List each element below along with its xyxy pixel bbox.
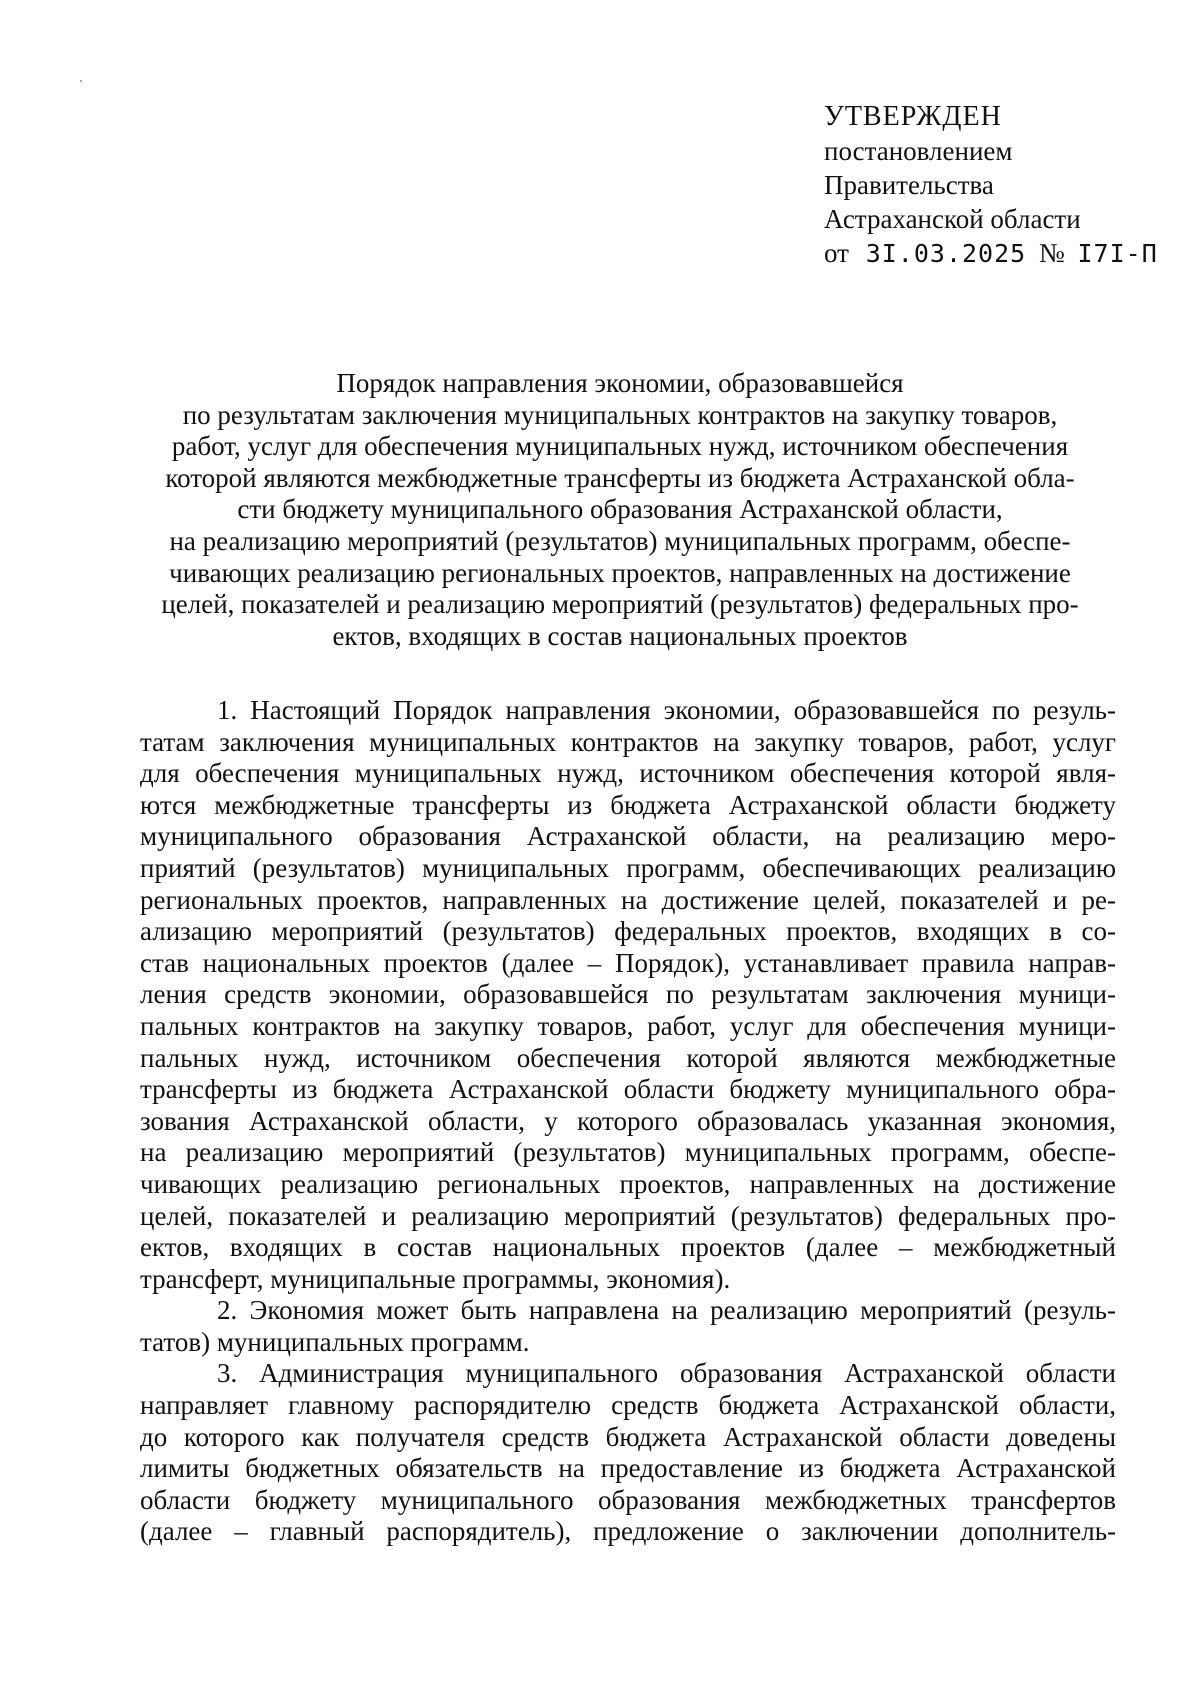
approval-date: 3I.03.2025: [865, 239, 1027, 268]
paragraph-line: трансферты из бюджета Астраханской области бюджету муниципального обра-: [140, 1074, 1116, 1105]
approval-line-1: постановлением: [824, 136, 1013, 166]
paragraph-3: [140, 1358, 1116, 1548]
paragraph-line: став национальных проектов (далее – Порядок), устанавливает правила направ-: [140, 947, 1116, 978]
paragraph-line: до которого как получателя средств бюджета Астраханской области доведены: [140, 1421, 1116, 1452]
approval-date-prefix: от: [824, 238, 849, 268]
title-line: на реализацию мероприятий (результатов) муниципальных программ, обеспе-: [169, 525, 1071, 556]
title-line: чивающих реализацию региональных проектов, направленных на достижение: [169, 557, 1071, 588]
title-line: которой являются межбюджетные трансферты из бюджета Астраханской обла-: [165, 462, 1075, 493]
title-line: целей, показателей и реализацию мероприятий (результатов) федеральных про-: [161, 589, 1079, 620]
paragraph-line: ления средств экономии, образовавшейся по результатам заключения муници-: [140, 979, 1116, 1010]
approval-number: I7I-П: [1077, 239, 1158, 268]
approval-title: УТВЕРЖДЕН: [824, 101, 1002, 132]
paragraph-line: (далее – главный распорядитель), предложение о заключении дополнитель-: [140, 1516, 1116, 1547]
scan-speck: [80, 80, 82, 82]
paragraph-1: [140, 695, 1116, 1295]
paragraph-line: 2. Экономия может быть направлена на реализацию мероприятий (резуль-: [217, 1295, 1116, 1326]
paragraph-line: целей, показателей и реализацию мероприятий (результатов) федеральных про-: [140, 1200, 1116, 1231]
paragraph-2: [140, 1295, 1116, 1358]
document-title: [140, 368, 1100, 652]
paragraph-line: пальных контрактов на закупку товаров, работ, услуг для обеспечения муници-: [140, 1010, 1116, 1041]
paragraph-line: приятий (результатов) муниципальных программ, обеспечивающих реализацию: [140, 852, 1116, 883]
paragraph-line: для обеспечения муниципальных нужд, источником обеспечения которой явля-: [140, 758, 1116, 789]
paragraph-line: татов) муниципальных программ.: [140, 1326, 530, 1357]
paragraph-line: ются межбюджетные трансферты из бюджета Астраханской области бюджету: [140, 789, 1116, 820]
approval-line-2: Правительства: [824, 170, 994, 200]
paragraph-line: ализацию мероприятий (результатов) федеральных проектов, входящих в со-: [140, 916, 1116, 947]
paragraph-line: пальных нужд, источником обеспечения которой являются межбюджетные: [140, 1042, 1116, 1073]
paragraph-line: лимиты бюджетных обязательств на предоставление из бюджета Астраханской: [140, 1453, 1116, 1484]
approval-date-row: [824, 236, 1164, 271]
paragraph-line: области бюджету муниципального образования межбюджетных трансфертов: [140, 1484, 1116, 1515]
title-line: ектов, входящих в состав национальных проектов: [332, 620, 908, 651]
paragraph-line: региональных проектов, направленных на достижение целей, показателей и ре-: [140, 884, 1116, 915]
paragraph-line: 1. Настоящий Порядок направления экономии, образовавшейся по резуль-: [217, 695, 1116, 725]
approval-line-3: Астраханской области: [824, 204, 1081, 234]
paragraph-line: ектов, входящих в состав национальных проектов (далее – межбюджетный: [140, 1232, 1116, 1263]
paragraph-line: 3. Администрация муниципального образования Астраханской области: [217, 1358, 1116, 1389]
title-line: по результатам заключения муниципальных контрактов на закупку товаров,: [182, 399, 1058, 430]
paragraph-line: зования Астраханской области, у которого образовалась указанная экономия,: [140, 1105, 1116, 1136]
approval-number-sign: №: [1038, 238, 1065, 268]
document-body: [140, 695, 1116, 1548]
paragraph-line: на реализацию мероприятий (результатов) муниципальных программ, обеспе-: [140, 1137, 1116, 1168]
paragraph-line: муниципального образования Астраханской области, на реализацию меро-: [140, 821, 1116, 852]
title-line: работ, услуг для обеспечения муниципальных нужд, источником обеспечения: [171, 431, 1069, 462]
title-line: Порядок направления экономии, образовавшейся: [336, 368, 904, 398]
title-line: сти бюджету муниципального образования Астраханской области,: [237, 494, 1003, 525]
approval-stamp-block: [824, 100, 1164, 271]
paragraph-line: татам заключения муниципальных контрактов на закупку товаров, работ, услуг: [140, 726, 1116, 757]
paragraph-line: трансферт, муниципальные программы, экономия).: [140, 1263, 731, 1294]
paragraph-line: чивающих реализацию региональных проектов, направленных на достижение: [140, 1168, 1116, 1199]
paragraph-line: направляет главному распорядителю средств бюджета Астраханской области,: [140, 1390, 1116, 1421]
